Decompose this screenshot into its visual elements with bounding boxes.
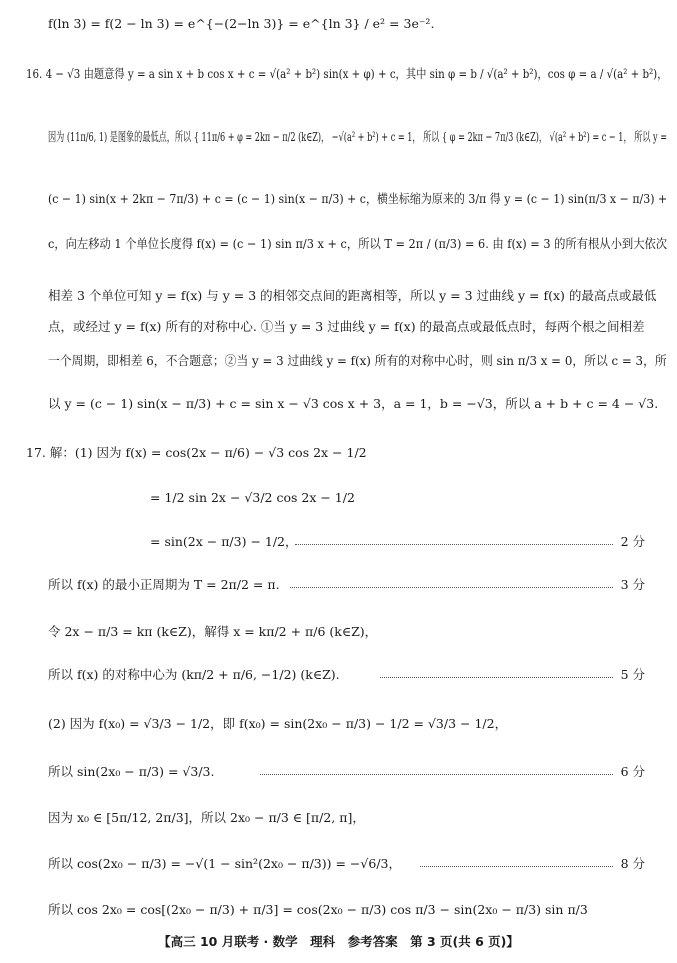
- score-mark: 5 分: [620, 667, 645, 682]
- solution-line: [0, 806, 677, 830]
- score-mark: 6 分: [620, 764, 645, 779]
- solution-line: [0, 232, 677, 256]
- line-text: 所以 f(x) 的最小正周期为 T = 2π/2 = π.: [48, 577, 280, 592]
- score-mark: 8 分: [620, 856, 645, 871]
- solution-line: [0, 712, 677, 736]
- solution-line: [0, 392, 677, 416]
- solution-line: [0, 760, 677, 784]
- line-text: 相差 3 个单位可知 y = f(x) 与 y = 3 的相邻交点间的距离相等，所以 y = 3 过曲线 y = f(x) 的最高点或最低: [48, 288, 657, 303]
- solution-line: [0, 187, 677, 211]
- line-text: = 1/2 sin 2x − √3/2 cos 2x − 1/2: [150, 490, 355, 505]
- line-text: f(ln 3) = f(2 − ln 3) = e^{−(2−ln 3)} = e^{ln 3} / e² = 3e⁻².: [48, 16, 435, 31]
- line-text: 17. 解：(1) 因为 f(x) = cos(2x − π/6) − √3 cos 2x − 1/2: [26, 445, 367, 460]
- line-text: = sin(2x − π/3) − 1/2，: [150, 534, 298, 549]
- line-text: 所以 f(x) 的对称中心为 (kπ/2 + π/6, −1/2) (k∈Z).: [48, 667, 340, 682]
- line-text: 16. 4 − √3 由题意得 y = a sin x + b cos x + c = √(a² + b²) sin(x + φ) + c，其中 sin φ = b / √(a² + b²)，cos φ = a / √(a² + b²)，: [26, 66, 668, 81]
- solution-line: [0, 898, 677, 922]
- line-text: (2) 因为 f(x₀) = √3/3 − 1/2，即 f(x₀) = sin(2x₀ − π/3) − 1/2 = √3/3 − 1/2，: [48, 716, 508, 731]
- page-footer: 【高三 10 月联考 · 数学 理科 参考答案 第 3 页(共 6 页)】: [158, 934, 519, 949]
- line-text: (c − 1) sin(x + 2kπ − 7π/3) + c = (c − 1) sin(x − π/3) + c，横坐标缩为原来的 3/π 得 y = (c − 1) sin(π/3 x − π/3) +: [48, 191, 668, 206]
- solution-line: [0, 284, 677, 308]
- solution-line: [0, 530, 677, 554]
- score-mark: 3 分: [620, 577, 645, 592]
- line-text: 一个周期，即相差 6，不合题意；②当 y = 3 过曲线 y = f(x) 所有的对称中心时，则 sin π/3 x = 0，所以 c = 3，所: [48, 353, 667, 368]
- solution-line: [0, 663, 677, 687]
- score-mark: 2 分: [620, 534, 645, 549]
- line-text: c，向左移动 1 个单位长度得 f(x) = (c − 1) sin π/3 x + c，所以 T = 2π / (π/3) = 6. 由 f(x) = 3 的所有根从小到大依次: [48, 236, 668, 251]
- dot-leader: [380, 677, 613, 678]
- line-text: 因为 x₀ ∈ [5π/12, 2π/3]，所以 2x₀ − π/3 ∈ [π/2, π]，: [48, 810, 365, 825]
- dot-leader: [295, 544, 613, 545]
- dot-leader: [260, 774, 613, 775]
- solution-line: [0, 125, 677, 149]
- solution-line: [0, 315, 677, 339]
- line-text: 以 y = (c − 1) sin(x − π/3) + c = sin x − √3 cos x + 3，a = 1，b = −√3，所以 a + b + c = 4 − √3.: [48, 396, 659, 411]
- dot-leader: [290, 587, 613, 588]
- line-text: 因为 (11π/6, 1) 是图象的最低点，所以 { 11π/6 + φ = 2kπ − π/2 (k∈Z)， −√(a² + b²) + c = 1， 所以 { φ = 2kπ − 7π/3 (k∈Z)， √(a² + b²) = c − 1， 所以 y =: [48, 129, 668, 144]
- solution-line: [0, 573, 677, 597]
- solution-line: [0, 62, 677, 86]
- line-text: 所以 cos 2x₀ = cos[(2x₀ − π/3) + π/3] = cos(2x₀ − π/3) cos π/3 − sin(2x₀ − π/3) sin π/3: [48, 902, 588, 917]
- line-text: 令 2x − π/3 = kπ (k∈Z)，解得 x = kπ/2 + π/6 (k∈Z)，: [48, 624, 378, 639]
- line-text: 所以 cos(2x₀ − π/3) = −√(1 − sin²(2x₀ − π/3)) = −√6/3，: [48, 856, 401, 871]
- solution-line: [0, 852, 677, 876]
- solution-line: [0, 349, 677, 373]
- solution-line: [0, 12, 677, 36]
- dot-leader: [420, 866, 613, 867]
- line-text: 点，或经过 y = f(x) 所有的对称中心. ①当 y = 3 过曲线 y = f(x) 的最高点或最低点时，每两个根之间相差: [48, 319, 645, 334]
- solution-line: [0, 441, 677, 465]
- solution-line: [0, 620, 677, 644]
- solution-line: [0, 486, 677, 510]
- line-text: 所以 sin(2x₀ − π/3) = √3/3.: [48, 764, 215, 779]
